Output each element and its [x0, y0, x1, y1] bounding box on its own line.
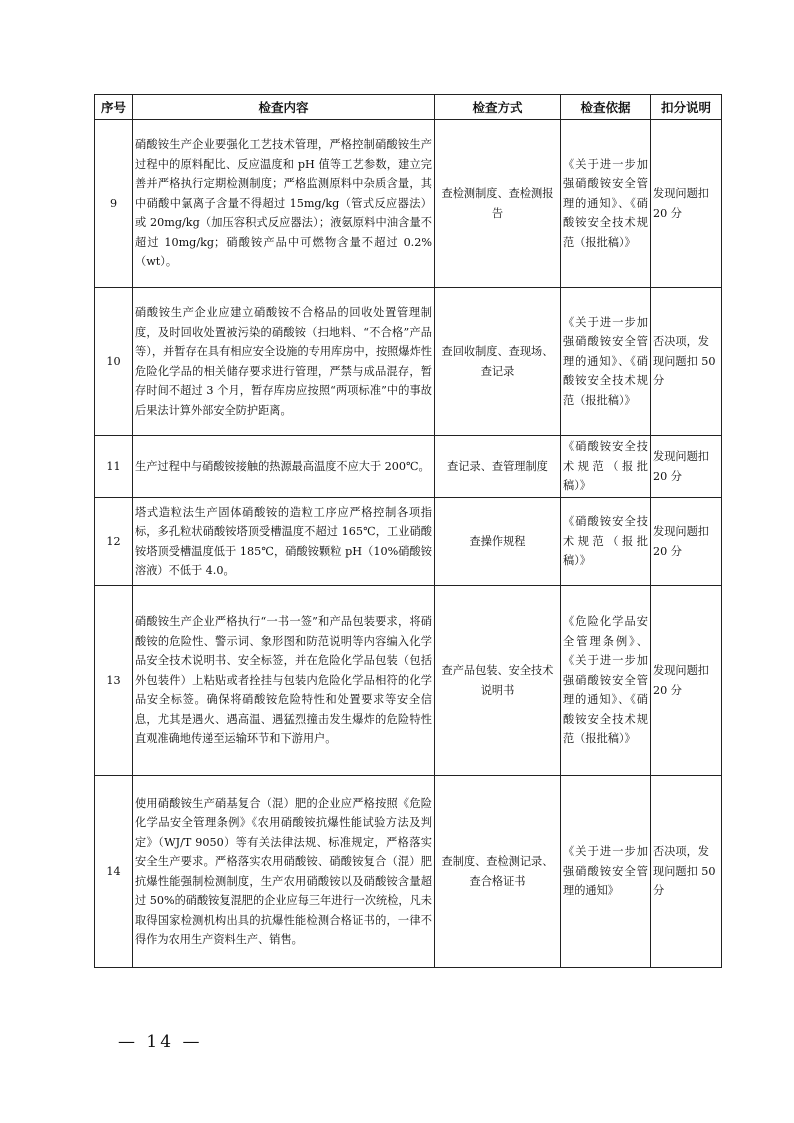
inspection-method: 查记录、查管理制度: [435, 436, 561, 498]
table-row: [95, 436, 722, 498]
table-row: [95, 498, 722, 586]
header-num: 序号: [95, 95, 133, 120]
deduction-note: 发现问题扣 20 分: [651, 498, 722, 586]
header-basis: 检查依据: [561, 95, 651, 120]
header-method: 检查方式: [435, 95, 561, 120]
row-number: 10: [95, 288, 133, 436]
row-number: 13: [95, 586, 133, 776]
inspection-content: 生产过程中与硝酸铵接触的热源最高温度不应大于 200℃。: [133, 436, 435, 498]
inspection-method: 查产品包装、安全技术说明书: [435, 586, 561, 776]
header-deduct: 扣分说明: [651, 95, 722, 120]
row-number: 14: [95, 776, 133, 968]
row-number: 12: [95, 498, 133, 586]
page-number: — 14 —: [118, 1032, 203, 1052]
inspection-basis: 《关于进一步加强硝酸铵安全管理的通知》、《硝酸铵安全技术规范（报批稿）》: [561, 288, 651, 436]
deduction-note: 发现问题扣 20 分: [651, 436, 722, 498]
inspection-basis: 《危险化学品安全管理条例》、《关于进一步加强硝酸铵安全管理的通知》、《硝酸铵安全技术规范（报批稿）》: [561, 586, 651, 776]
inspection-content: 硝酸铵生产企业严格执行“一书一签”和产品包装要求，将硝酸铵的危险性、警示词、象形图和防范说明等内容编入化学品安全技术说明书、安全标签，并在危险化学品包装（包括外包装件）上粘贴或者拴挂与包装内危险化学品相符的化学品安全标签。确保将硝酸铵危险特性和处置要求等安全信息，尤其是遇火、遇高温、遇猛烈撞击发生爆炸的危险特性直观准确地传递至运输环节和下游用户。: [133, 586, 435, 776]
table-row: [95, 586, 722, 776]
table-row: [95, 288, 722, 436]
inspection-method: 查操作规程: [435, 498, 561, 586]
deduction-note: 否决项，发现问题扣 50 分: [651, 776, 722, 968]
inspection-method: 查检测制度、查检测报告: [435, 120, 561, 288]
inspection-content: 硝酸铵生产企业要强化工艺技术管理，严格控制硝酸铵生产过程中的原料配比、反应温度和 pH 值等工艺参数，建立完善并严格执行定期检测制度；严格监测原料中杂质含量，其中硝酸中氯离子含量不得超过 15mg/kg（管式反应器法）或 20mg/kg（加压容积式反应器法）；液氨原料中油含量不超过 10mg/kg；硝酸铵产品中可燃物含量不超过 0.2%（wt）。: [133, 120, 435, 288]
table-header: [95, 95, 722, 120]
deduction-note: 发现问题扣 20 分: [651, 586, 722, 776]
deduction-note: 否决项，发现问题扣 50 分: [651, 288, 722, 436]
inspection-content: 塔式造粒法生产固体硝酸铵的造粒工序应严格控制各项指标，多孔粒状硝酸铵塔顶受槽温度不超过 165℃，工业硝酸铵塔顶受槽温度低于 185℃，硝酸铵颗粒 pH（10%硝酸铵溶液）不低于 4.0。: [133, 498, 435, 586]
deduction-note: 发现问题扣 20 分: [651, 120, 722, 288]
inspection-basis: 《硝酸铵安全技术规范（报批稿）》: [561, 436, 651, 498]
table-row: [95, 120, 722, 288]
inspection-basis: 《关于进一步加强硝酸铵安全管理的通知》、《硝酸铵安全技术规范（报批稿）》: [561, 120, 651, 288]
inspection-content: 硝酸铵生产企业应建立硝酸铵不合格品的回收处置管理制度，及时回收处置被污染的硝酸铵（扫地料、“不合格”产品等），并暂存在具有相应安全设施的专用库房中，按照爆炸性危险化学品的相关储存要求进行管理，严禁与成品混存，暂存时间不超过 3 个月，暂存库房应按照“两项标准”中的事故后果法计算外部安全防护距离。: [133, 288, 435, 436]
header-row: [95, 95, 722, 120]
header-content: 检查内容: [133, 95, 435, 120]
inspection-method: 查制度、查检测记录、查合格证书: [435, 776, 561, 968]
row-number: 11: [95, 436, 133, 498]
inspection-content: 使用硝酸铵生产硝基复合（混）肥的企业应严格按照《危险化学品安全管理条例》《农用硝酸铵抗爆性能试验方法及判定》（WJ/T 9050）等有关法律法规、标准规定，严格落实安全生产要求。严格落实农用硝酸铵、硝酸铵复合（混）肥抗爆性能强制检测制度，生产农用硝酸铵以及硝酸铵含量超过 50%的硝酸铵复混肥的企业应每三年进行一次统检，凡未取得国家检测机构出具的抗爆性能检测合格证书的，一律不得作为农用生产资料生产、销售。: [133, 776, 435, 968]
inspection-basis: 《硝酸铵安全技术规范（报批稿）》: [561, 498, 651, 586]
inspection-method: 查回收制度、查现场、查记录: [435, 288, 561, 436]
table-body: [95, 120, 722, 968]
inspection-table: [94, 94, 722, 968]
row-number: 9: [95, 120, 133, 288]
table-row: [95, 776, 722, 968]
inspection-basis: 《关于进一步加强硝酸铵安全管理的通知》: [561, 776, 651, 968]
